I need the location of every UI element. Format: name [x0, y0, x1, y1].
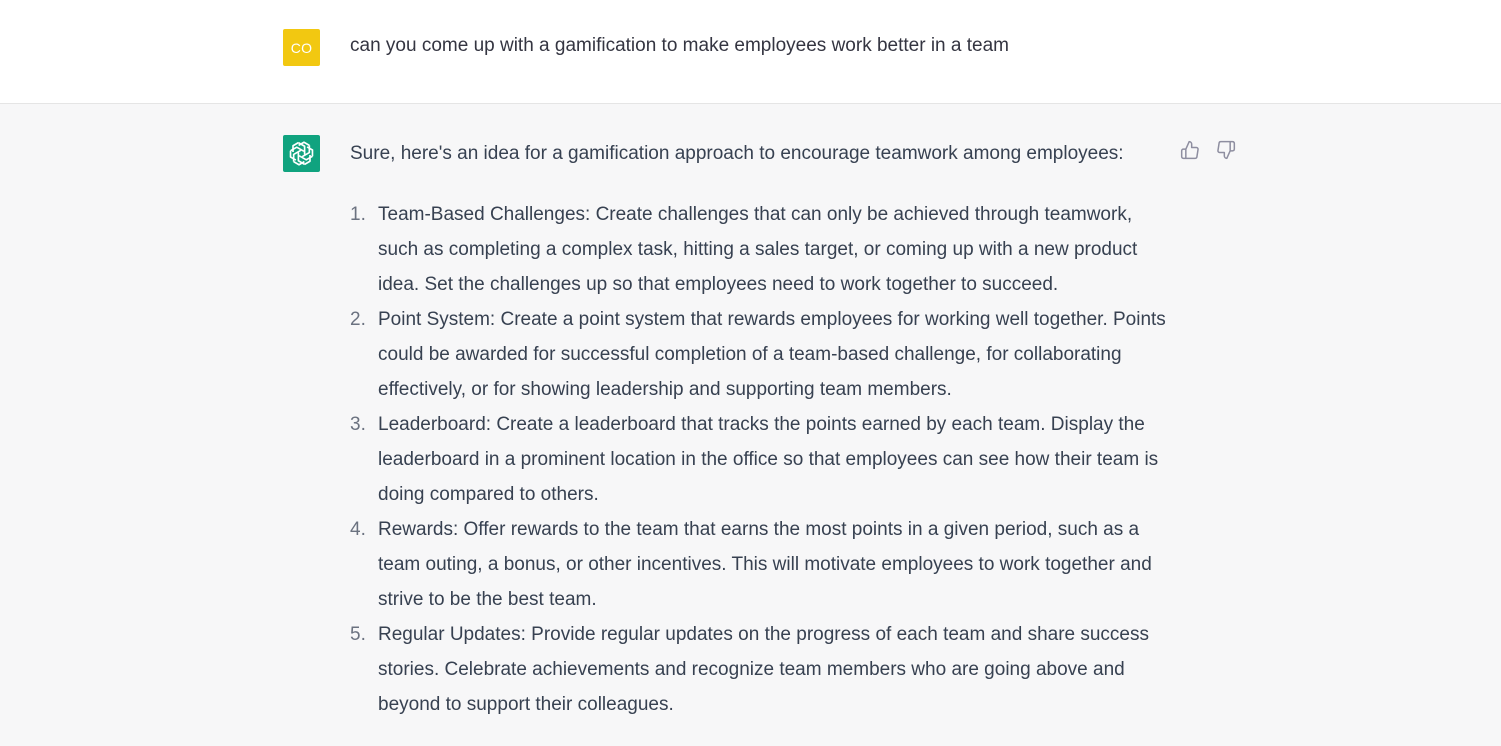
thumbs-down-button[interactable]: [1216, 140, 1236, 160]
user-message-row: [0, 0, 1501, 104]
list-item: [350, 302, 1170, 407]
assistant-avatar: [283, 135, 320, 172]
list-item-number: 2.: [350, 309, 366, 330]
thumbs-up-button[interactable]: [1180, 140, 1200, 160]
thumbs-down-icon: [1216, 140, 1236, 160]
assistant-intro-text: Sure, here's an idea for a gamification approach to encourage teamwork among employees:: [350, 143, 1124, 164]
list-item-text: Leaderboard: Create a leaderboard that tracks the points earned by each team. Display the leaderboard in a prominent location in the office so that employees can see how their team is doing compared to others.: [378, 414, 1159, 505]
list-item: [350, 197, 1170, 302]
list-item: [350, 617, 1170, 722]
answer-list: [350, 197, 1170, 722]
list-item: [350, 407, 1170, 512]
list-item-text: Point System: Create a point system that rewards employees for working well together. Points could be awarded for successful completion of a team-based challenge, for collaborating effectively, or for showing leadership and supporting team members.: [378, 309, 1166, 400]
list-item-number: 5.: [350, 624, 366, 645]
openai-logo-icon: [287, 139, 316, 168]
user-avatar: CO: [283, 29, 320, 66]
user-message-text: can you come up with a gamification to make employees work better in a team: [350, 35, 1009, 56]
assistant-message-row: [0, 104, 1501, 746]
list-item-text: Team-Based Challenges: Create challenges that can only be achieved through teamwork, such as completing a complex task, hitting a sales target, or coming up with a new product idea. Set the challenges up so that employees need to work together to succeed.: [378, 204, 1138, 295]
thumbs-up-icon: [1180, 140, 1200, 160]
list-item-number: 4.: [350, 519, 366, 540]
list-item-text: Regular Updates: Provide regular updates on the progress of each team and share success stories. Celebrate achievements and recognize team members who are going above and beyond to support their colleagues.: [378, 624, 1150, 715]
feedback-controls: [1180, 140, 1236, 160]
list-item: [350, 512, 1170, 617]
list-item-text: Rewards: Offer rewards to the team that earns the most points in a given period, such as a team outing, a bonus, or other incentives. This will motivate employees to work together and strive to be the best team.: [378, 519, 1152, 610]
list-item-number: 1.: [350, 204, 366, 225]
list-item-number: 3.: [350, 414, 366, 435]
